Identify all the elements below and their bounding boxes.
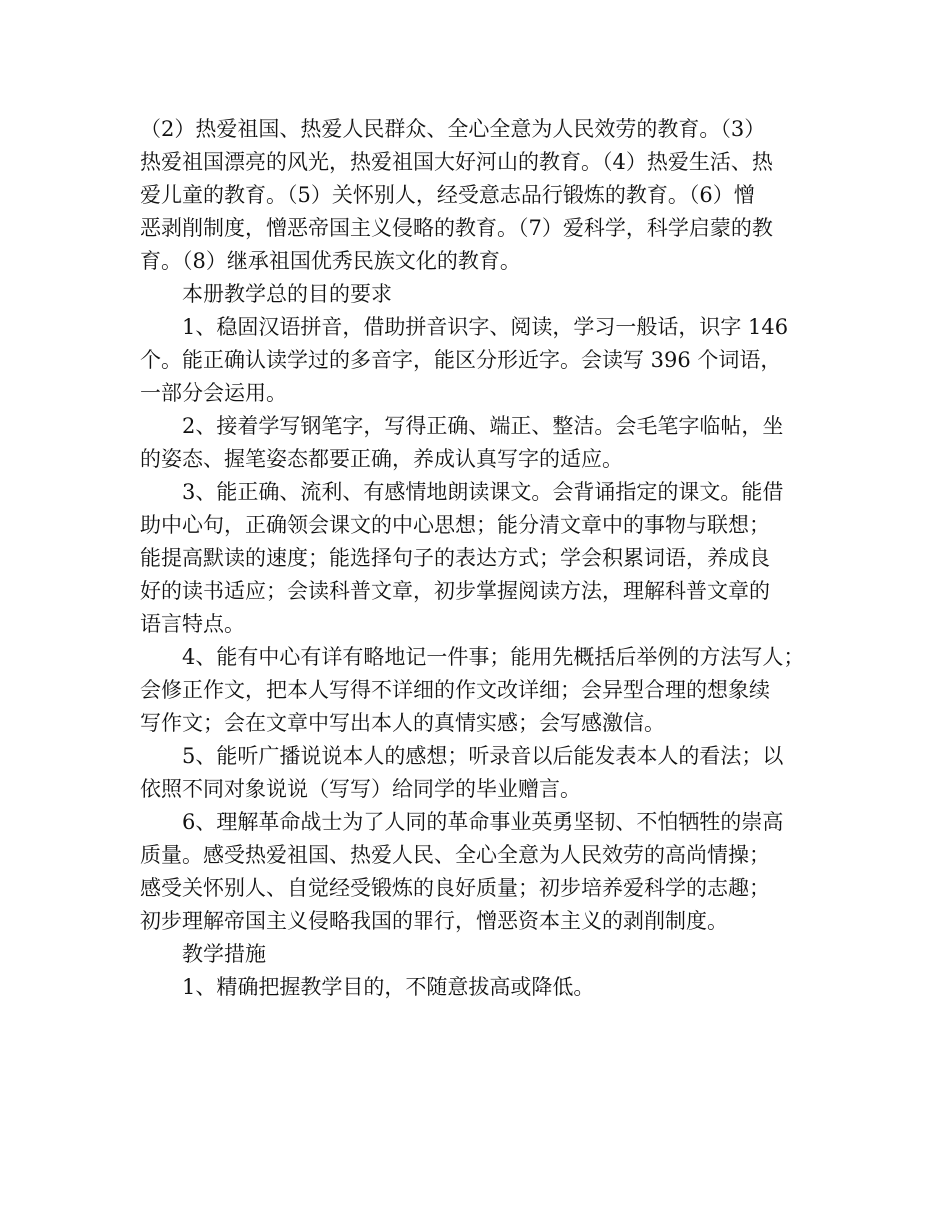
- paragraph-line: 会修正作文，把本人写得不详细的作文改详细；会异型合理的想象续: [140, 678, 770, 702]
- paragraph-line: 一部分会运用。: [140, 381, 287, 405]
- paragraph-line: 育。（8）继承祖国优秀民族文化的教育。: [140, 249, 521, 273]
- paragraph-first-line: 5、能听广播说说本人的感想；听录音以后能发表本人的看法；以: [182, 744, 784, 768]
- paragraph-first-line: 3、能正确、流利、有感情地朗读课文。会背诵指定的课文。能借: [182, 480, 784, 504]
- paragraph-first-line: 4、能有中心有详有略地记一件事；能用先概括后举例的方法写人；: [182, 645, 805, 669]
- document-body: [140, 113, 820, 1004]
- paragraph-line: 语言特点。: [140, 612, 245, 636]
- paragraph-line: 热爱祖国漂亮的风光，热爱祖国大好河山的教育。（4）热爱生活、热: [140, 150, 773, 174]
- paragraph-line: 感受关怀别人、自觉经受锻炼的良好质量；初步培养爱科学的志趣；: [140, 876, 770, 900]
- paragraph-line: 写作文；会在文章中写出本人的真情实感；会写感激信。: [140, 711, 665, 735]
- paragraph-line: 能提高默读的速度；能选择句子的表达方式；学会积累词语，养成良: [140, 546, 770, 570]
- paragraph-first-line: 6、理解革命战士为了人同的革命事业英勇坚韧、不怕牺牲的崇高: [182, 810, 784, 834]
- paragraph-line: 依照不同对象说说（写写）给同学的毕业赠言。: [140, 777, 581, 801]
- paragraph-line: 初步理解帝国主义侵略我国的罪行，憎恶资本主义的剥削制度。: [140, 909, 728, 933]
- paragraph-line: （2）热爱祖国、热爱人民群众、全心全意为人民效劳的教育。（3）: [140, 117, 766, 141]
- paragraph-first-line: 1、精确把握教学目的，不随意拔高或降低。: [182, 975, 595, 999]
- paragraph-first-line: 1、稳固汉语拼音，借助拼音识字、阅读，学习一般话，识字 146: [182, 315, 789, 339]
- paragraph-line: 的姿态、握笔姿态都要正确，养成认真写字的适应。: [140, 447, 623, 471]
- paragraph-line: 助中心句，正确领会课文的中心思想；能分清文章中的事物与联想；: [140, 513, 770, 537]
- paragraph-line: 恶剥削制度，憎恶帝国主义侵略的教育。（7）爱科学，科学启蒙的教: [140, 216, 773, 240]
- paragraph-line: 好的读书适应；会读科普文章，初步掌握阅读方法，理解科普文章的: [140, 579, 770, 603]
- paragraph-first-line: 本册教学总的目的要求: [182, 282, 392, 306]
- paragraph-line: 爱儿童的教育。（5）关怀别人，经受意志品行锻炼的教育。（6）憎: [140, 183, 755, 207]
- paragraph-first-line: 教学措施: [182, 942, 266, 966]
- paragraph-line: 质量。感受热爱祖国、热爱人民、全心全意为人民效劳的高尚情操；: [140, 843, 770, 867]
- paragraph-first-line: 2、接着学写钢笔字，写得正确、端正、整洁。会毛笔字临帖，坐: [182, 414, 784, 438]
- paragraph-line: 个。能正确认读学过的多音字，能区分形近字。会读写 396 个词语，: [140, 348, 782, 372]
